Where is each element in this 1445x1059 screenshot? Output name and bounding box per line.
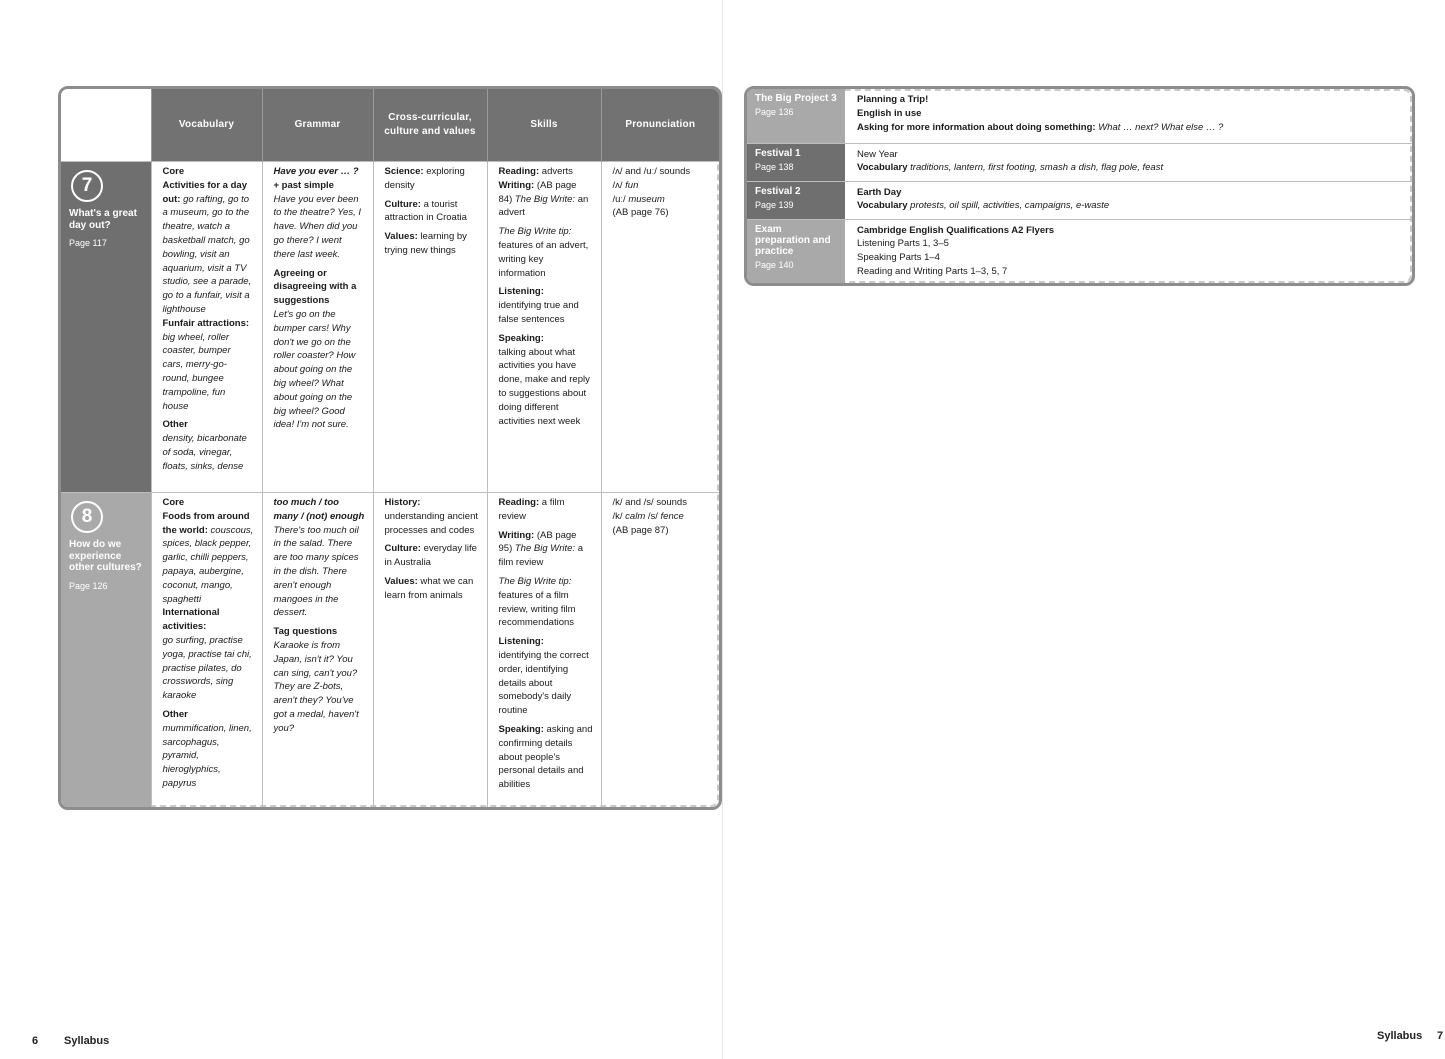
vocab-core-label: Core [162, 166, 185, 177]
pron-symbol: /ʌ/ [612, 179, 623, 191]
pron-line: (AB page 87) [612, 524, 669, 536]
table-row-festival-1 [747, 143, 1412, 181]
skill-text: identifying true and false sentences [498, 300, 579, 325]
section-line: Cambridge English Qualifications A2 Flyers [857, 224, 1055, 236]
pron-word: museum [628, 193, 665, 205]
section-line: Speaking Parts 1–4 [857, 252, 940, 264]
unit-7-cell [61, 162, 151, 493]
skill-big-write: The Big Write: [514, 543, 576, 555]
unit-number-badge: 8 [71, 501, 103, 533]
skill-label: Speaking: [498, 332, 544, 344]
skill-text: adverts [541, 166, 573, 177]
vocabulary-cell [151, 493, 262, 811]
section-title: Festival 2 [755, 185, 801, 197]
section-page: Page 138 [755, 161, 794, 172]
header-blank [61, 89, 151, 162]
skill-label: Reading: [498, 166, 540, 177]
skills-cell [487, 162, 601, 493]
skill-text: talking about what activities you have done, make and reply to suggestions about doing different activities next week [498, 346, 590, 427]
section-title: Exam preparation and practice [755, 223, 831, 257]
pron-symbol: /k/ [612, 510, 623, 522]
skill-text: a film review [498, 543, 583, 569]
grammar-examples: Have you ever been to the theatre? Yes, I have. When did you go there? I went there last week. [273, 193, 361, 260]
unit-title: How do we experience other cultures? [69, 539, 142, 573]
cross-text: understanding ancient processes and codes [384, 510, 478, 536]
section-page: Page 136 [755, 107, 794, 117]
section-label-cell [747, 143, 845, 181]
grammar-cell [262, 162, 373, 493]
grammar-examples: Karaoke is from Japan, isn't it? You can sing, can't you? They are Z-bots, aren't they? You've got a medal, haven't you? [273, 639, 359, 734]
skill-tip-label: The Big Write tip: [498, 226, 572, 238]
pron-line: /ʌ/ and /uː/ sounds [612, 166, 691, 177]
section-line: English in use [857, 107, 922, 119]
section-label-cell [747, 89, 845, 143]
skill-text: (AB page 84) [498, 179, 577, 205]
skill-text: identifying the correct order, identifying details about somebody's daily routine [498, 649, 589, 717]
cross-text: a tourist attraction in Croatia [384, 198, 467, 224]
header-cross-curricular: Cross-curricular, culture and values [373, 89, 487, 162]
syllabus-table-frame [58, 86, 722, 810]
skill-text: features of a film review, writing film recommendations [498, 589, 576, 629]
grammar-title: too much / too many / (not) enough [273, 497, 365, 522]
grammar-title: Tag questions [273, 626, 338, 638]
pron-symbol: /uː/ [612, 193, 626, 205]
unit-8-cell [61, 493, 151, 811]
vocab-core-label: Core [162, 497, 185, 508]
pron-word: calm [625, 510, 646, 522]
unit-page: Page 117 [69, 238, 107, 248]
vocab-items: density, bicarbonate of soda, vinegar, floats, sinks, dense [162, 433, 247, 472]
section-label-cell [747, 219, 845, 283]
skill-text: a film review [498, 497, 565, 522]
vocab-items: go rafting, go to a museum, go to the theatre, watch a basketball match, go bowling, visit an aquarium, visit a TV studio, see a parade, go to a funfair, visit a lighthouse [162, 193, 252, 315]
section-page: Page 140 [755, 259, 794, 270]
vocabulary-cell [151, 162, 262, 493]
pron-symbol: /s/ [647, 510, 658, 522]
cross-text: what we can learn from animals [384, 575, 474, 601]
cross-label: Values: [384, 575, 418, 587]
cross-text: learning by trying new things [384, 231, 467, 256]
footer-label-right: Syllabus [1377, 1030, 1423, 1042]
cross-label: Culture: [384, 198, 421, 210]
skill-label: Reading: [498, 497, 540, 508]
extras-table [747, 89, 1412, 283]
section-line: Reading and Writing Parts 1–3, 5, 7 [857, 265, 1008, 277]
grammar-subtitle: + past simple [273, 179, 334, 191]
page-gutter [722, 0, 723, 1059]
table-row-festival-2 [747, 181, 1412, 219]
cross-text: everyday life in Australia [384, 543, 477, 569]
section-page: Page 139 [755, 199, 794, 210]
section-title: The Big Project 3 [755, 93, 837, 104]
skill-label: Writing: [498, 529, 535, 541]
pron-line: /k/ and /s/ sounds [612, 497, 687, 508]
grammar-cell [262, 493, 373, 811]
section-line: Listening Parts 1, 3–5 [857, 238, 949, 250]
section-line: Earth Day [857, 186, 902, 198]
section-line: Planning a Trip! [857, 94, 929, 105]
skill-label: Listening: [498, 286, 544, 298]
grammar-examples: Let's go on the bumper cars! Why don't we go on the roller coaster? How about going on the big wheel? What about going on the big wheel? Good idea! I'm not sure. [273, 308, 356, 431]
header-vocabulary: Vocabulary [151, 89, 262, 162]
footer-label-left: Syllabus [64, 1035, 110, 1047]
section-line-italic: What … next? What else … ? [1098, 121, 1224, 133]
cross-label: History: [384, 497, 421, 508]
section-label-cell [747, 181, 845, 219]
skill-text: asking and confirming details about people's personal details and abilities [498, 723, 593, 791]
section-line-bold: Asking for more information about doing something: [857, 121, 1096, 133]
vocab-category: Foods from around the world: [162, 510, 250, 536]
table-row-exam-prep [747, 219, 1412, 283]
skill-label: Writing: [498, 179, 535, 191]
skill-text: features of an advert, writing key information [498, 239, 589, 279]
skills-cell [487, 493, 601, 811]
cross-label: Culture: [384, 543, 421, 555]
cross-label: Science: [384, 166, 424, 177]
grammar-title: Have you ever … ? [273, 166, 359, 177]
section-title: Festival 1 [755, 147, 801, 159]
section-line-italic: protests, oil spill, activities, campaigns, e-waste [910, 200, 1110, 212]
vocab-items: go surfing, practise yoga, practise tai chi, practise pilates, do crosswords, sing karaoke [162, 634, 252, 702]
skill-label: Listening: [498, 636, 544, 648]
section-content-cell [845, 143, 1412, 181]
grammar-title: Agreeing or disagreeing with a suggestions [273, 267, 357, 307]
cross-label: Values: [384, 231, 418, 243]
vocab-other-label: Other [162, 708, 188, 720]
extras-table-frame [744, 86, 1415, 286]
vocab-other-label: Other [162, 419, 188, 431]
vocab-items: couscous, spices, black pepper, garlic, chilli peppers, papaya, aubergine, coconut, mango, spaghetti [162, 524, 254, 605]
syllabus-table [61, 89, 719, 810]
vocab-items: mummification, linen, sarcophagus, pyramid, hieroglyphics, papyrus [162, 722, 252, 789]
section-line-bold: Vocabulary [857, 162, 908, 174]
skill-label: Speaking: [498, 723, 544, 735]
skill-text: (AB page 95) [498, 529, 577, 555]
skill-tip-label: The Big Write tip: [498, 575, 572, 587]
unit-number-badge: 7 [71, 170, 103, 202]
unit-page: Page 126 [69, 580, 108, 591]
pron-line: (AB page 76) [612, 207, 669, 219]
grammar-examples: There's too much oil in the salad. There are too many spices in the dish. There aren't enough mangoes in the dessert. [273, 524, 359, 619]
table-row-big-project [747, 89, 1412, 143]
pron-word: fence [660, 510, 684, 522]
section-content-cell [845, 89, 1412, 143]
vocab-category: Activities for a day out: [162, 179, 247, 205]
vocab-category: International activities: [162, 607, 220, 633]
footer-page-number-left: 6 [32, 1035, 39, 1047]
pronunciation-cell [601, 162, 719, 493]
section-line-italic: traditions, lantern, first footing, smash a dish, flag pole, feast [910, 162, 1164, 174]
section-content-cell [845, 181, 1412, 219]
unit-title: What's a great day out? [69, 208, 137, 231]
cross-text: exploring density [384, 166, 465, 191]
section-line: New Year [857, 148, 898, 160]
table-row-unit-8 [61, 493, 719, 811]
header-skills: Skills [487, 89, 601, 162]
header-pronunciation: Pronunciation [601, 89, 719, 162]
pron-word: fun [625, 179, 639, 191]
skill-text: an advert [498, 193, 589, 219]
skill-big-write: The Big Write: [514, 193, 576, 205]
header-grammar: Grammar [262, 89, 373, 162]
footer-page-number-right: 7 [1437, 1030, 1444, 1042]
vocab-items: big wheel, roller coaster, bumper cars, merry-go-round, bungee trampoline, fun house [162, 331, 231, 412]
section-content-cell [845, 219, 1412, 283]
table-row-unit-7 [61, 162, 719, 493]
section-line-bold: Vocabulary [857, 200, 908, 212]
vocab-category: Funfair attractions: [162, 317, 250, 329]
cross-curricular-cell [373, 162, 487, 493]
cross-curricular-cell [373, 493, 487, 811]
table-header-row [61, 89, 719, 162]
pronunciation-cell [601, 493, 719, 811]
